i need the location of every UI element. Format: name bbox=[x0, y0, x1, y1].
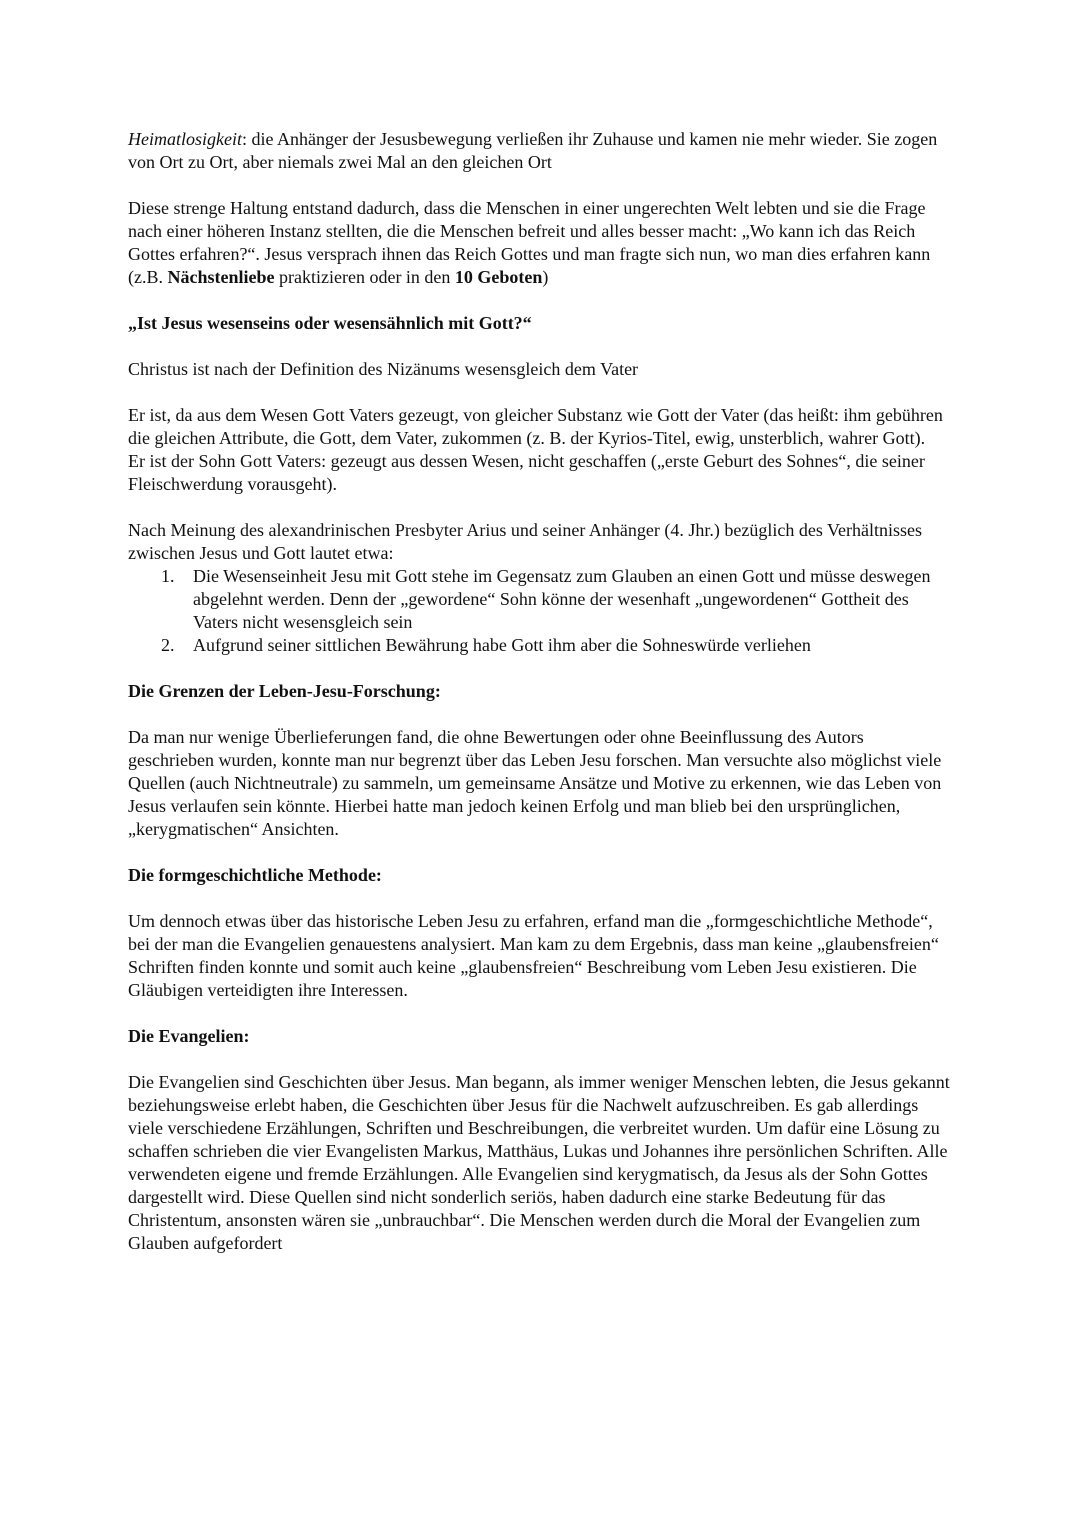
paragraph-arius: Nach Meinung des alexandrinischen Presbyter Arius und seiner Anhänger (4. Jhr.) bezüglich des Verhältnisses zwischen Jesus und Gott lautet etwa: bbox=[128, 520, 922, 563]
bold-10-gebote: 10 Geboten bbox=[454, 267, 543, 287]
paragraph-text: : die Anhänger der Jesusbewegung verließen ihr Zuhause und kamen nie mehr wieder. Sie zogen von Ort zu Ort, aber niemals zwei Mal an den gleichen Ort bbox=[128, 129, 938, 172]
document-page bbox=[128, 128, 950, 1255]
paragraph-haltung bbox=[128, 197, 950, 289]
arius-list bbox=[128, 565, 950, 657]
heading-evangelien: Die Evangelien: bbox=[128, 1026, 250, 1046]
paragraph-evangelien: Die Evangelien sind Geschichten über Jesus. Man begann, als immer weniger Menschen lebten, die Jesus gekannt beziehungsweise erlebt haben, die Geschichten über Jesus für die Nachwelt aufzuschreiben. Es gab allerdings viele verschiedene Erzählungen, Schriften und Beschreibungen, die verbreitet wurden. Um dafür eine Lösung zu schaffen schrieben die vier Evangelisten Markus, Matthäus, Lukas und Johannes ihre persönlichen Schriften. Alle verwendeten eigene und fremde Erzählungen. Alle Evangelien sind kerygmatisch, da Jesus als der Sohn Gottes dargestellt wird. Diese Quellen sind nicht sonderlich seriös, haben dadurch eine starke Bedeutung für das Christentum, ansonsten wären sie „unbrauchbar“. Die Menschen werden durch die Moral der Evangelien zum Glauben aufgefordert bbox=[128, 1072, 950, 1253]
heading-grenzen: Die Grenzen der Leben-Jesu-Forschung: bbox=[128, 681, 441, 701]
paragraph-substanz: Er ist, da aus dem Wesen Gott Vaters gezeugt, von gleicher Substanz wie Gott der Vater (das heißt: ihm gebühren die gleichen Attribute, die Gott, dem Vater, zukommen (z. B. der Kyrios-Titel, ewig, unsterblich, wahrer Gott). bbox=[128, 405, 943, 448]
list-number: 2. bbox=[161, 635, 175, 655]
paragraph-nizaenum: Christus ist nach der Definition des Nizänums wesensgleich dem Vater bbox=[128, 359, 639, 379]
list-item bbox=[161, 634, 950, 657]
bold-naechstenliebe: Nächstenliebe bbox=[167, 267, 275, 287]
paragraph-text: praktizieren oder in den bbox=[274, 267, 455, 287]
paragraph-grenzen: Da man nur wenige Überlieferungen fand, die ohne Bewertungen oder ohne Beeinflussung des Autors geschrieben wurden, konnte man nur begrenzt über das Leben Jesu forschen. Man versuchte also möglichst viele Quellen (auch Nichtneutrale) zu sammeln, um gemeinsame Ansätze und Motive zu erkennen, wie das Leben von Jesus verlaufen sein könnte. Hierbei hatte man jedoch keinen Erfolg und man blieb bei den ursprünglichen, „kerygmatischen“ Ansichten. bbox=[128, 727, 942, 839]
paragraph-sohn: Er ist der Sohn Gott Vaters: gezeugt aus dessen Wesen, nicht geschaffen („erste Geburt des Sohnes“, die seiner Fleischwerdung vorausgeht). bbox=[128, 451, 925, 494]
paragraph-text: ) bbox=[542, 267, 549, 287]
heading-formgeschichte: Die formgeschichtliche Methode: bbox=[128, 865, 382, 885]
heading-wesenseins: „Ist Jesus wesenseins oder wesensähnlich mit Gott?“ bbox=[128, 313, 532, 333]
term-heimatlosigkeit: Heimatlosigkeit bbox=[128, 129, 242, 149]
list-item bbox=[161, 565, 950, 634]
list-number: 1. bbox=[161, 566, 175, 586]
paragraph-formgeschichte: Um dennoch etwas über das historische Leben Jesu zu erfahren, erfand man die „formgeschichtliche Methode“, bei der man die Evangelien genauestens analysiert. Man kam zu dem Ergebnis, dass man keine „glaubensfreien“ Schriften finden konnte und somit auch keine „glaubensfreien“ Beschreibung vom Leben Jesu existieren. Die Gläubigen verteidigten ihre Interessen. bbox=[128, 911, 939, 1000]
paragraph-text: Diese strenge Haltung entstand dadurch, dass die Menschen in einer ungerechten Welt lebten und sie die Frage nach einer höheren Instanz stellten, die die Menschen befreit und alles besser macht: „Wo kann ich das Reich Gottes erfahren?“. Jesus versprach ihnen das Reich Gottes und man fragte sich nun, wo man dies erfahren kann (z.B. bbox=[128, 198, 931, 287]
paragraph-heimatlosigkeit bbox=[128, 128, 950, 174]
list-text: Die Wesenseinheit Jesu mit Gott stehe im Gegensatz zum Glauben an einen Gott und müsse deswegen abgelehnt werden. Denn der „gewordene“ Sohn könne der wesenhaft „ungewordenen“ Gottheit des Vaters nicht wesensgleich sein bbox=[193, 566, 931, 632]
list-text: Aufgrund seiner sittlichen Bewährung habe Gott ihm aber die Sohneswürde verliehen bbox=[193, 635, 811, 655]
